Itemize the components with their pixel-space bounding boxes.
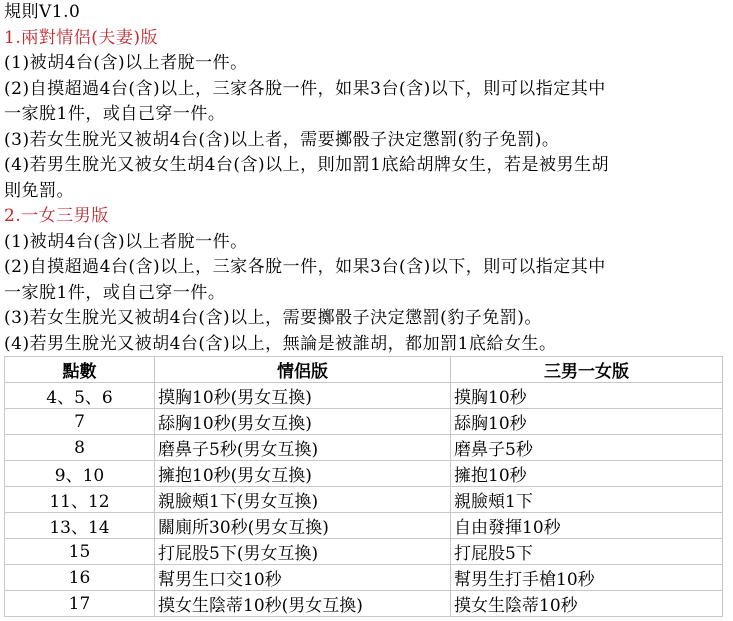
- cell-three-men: 親臉頰1下: [451, 487, 723, 513]
- table-header-row: [5, 357, 723, 383]
- cell-three-men: 舔胸10秒: [451, 409, 723, 435]
- cell-couple: 磨鼻子5秒(男女互換): [155, 435, 451, 461]
- section1-heading: 1.兩對情侶(夫妻)版: [4, 27, 158, 48]
- section2-line: 一家脫1件，或自己穿一件。: [4, 282, 226, 303]
- section2-line: (4)若男生脫光又被胡4台(含)以上，無論是被誰胡，都加罰1底給女生。: [4, 333, 557, 354]
- section1-line: 一家脫1件，或自己穿一件。: [4, 104, 226, 124]
- cell-points: 11、12: [5, 487, 155, 513]
- cell-points: 15: [5, 539, 155, 565]
- table-row: [5, 435, 723, 461]
- penalty-table: [4, 356, 723, 617]
- cell-three-men: 自由發揮10秒: [451, 513, 723, 539]
- table-row: [5, 487, 723, 513]
- section2-line: (1)被胡4台(含)以上者脫一件。: [4, 231, 248, 252]
- cell-couple: 舔胸10秒(男女互換): [155, 409, 451, 435]
- cell-three-men: 摸女生陰蒂10秒: [451, 591, 723, 617]
- table-row: [5, 591, 723, 617]
- cell-couple: 摸胸10秒(男女互換): [155, 383, 451, 409]
- table-row: [5, 565, 723, 591]
- table-row: [5, 539, 723, 565]
- table-row: [5, 409, 723, 435]
- section2-heading: 2.一女三男版: [4, 206, 109, 226]
- cell-couple: 打屁股5下(男女互換): [155, 539, 451, 565]
- cell-three-men: 擁抱10秒: [451, 461, 723, 487]
- cell-couple: 親臉頰1下(男女互換): [155, 487, 451, 513]
- cell-couple: 關廁所30秒(男女互換): [155, 513, 451, 539]
- cell-points: 4、5、6: [5, 383, 155, 409]
- section1-line: (4)若男生脫光又被女生胡4台(含)以上，則加罰1底給胡牌女生，若是被男生胡: [4, 155, 609, 175]
- section2-line: (3)若女生脫光又被胡4台(含)以上，需要擲骰子決定懲罰(豹子免罰)。: [4, 308, 542, 328]
- table-row: [5, 461, 723, 487]
- header-three-men-version: 三男一女版: [451, 357, 723, 383]
- cell-three-men: 摸胸10秒: [451, 383, 723, 409]
- cell-three-men: 幫男生打手槍10秒: [451, 565, 723, 591]
- cell-points: 9、10: [5, 461, 155, 487]
- cell-points: 8: [5, 435, 155, 461]
- table-row: [5, 513, 723, 539]
- cell-points: 16: [5, 565, 155, 591]
- cell-points: 17: [5, 591, 155, 617]
- doc-title: 規則V1.0: [4, 2, 81, 22]
- cell-three-men: 打屁股5下: [451, 539, 723, 565]
- cell-points: 7: [5, 409, 155, 435]
- section1-line: (3)若女生脫光又被胡4台(含)以上者，需要擲骰子決定懲罰(豹子免罰)。: [4, 129, 560, 150]
- section1-line: (2)自摸超過4台(含)以上，三家各脫一件，如果3台(含)以下，則可以指定其中: [4, 78, 606, 99]
- section2-line: (2)自摸超過4台(含)以上，三家各脫一件，如果3台(含)以下，則可以指定其中: [4, 257, 606, 277]
- cell-points: 13、14: [5, 513, 155, 539]
- cell-couple: 擁抱10秒(男女互換): [155, 461, 451, 487]
- table-row: [5, 383, 723, 409]
- section1-line: 則免罰。: [4, 180, 74, 201]
- cell-couple: 幫男生口交10秒: [155, 565, 451, 591]
- cell-couple: 摸女生陰蒂10秒(男女互換): [155, 591, 451, 617]
- header-points: 點數: [5, 357, 155, 383]
- rules-document: [4, 0, 730, 357]
- header-couple-version: 情侶版: [155, 357, 451, 383]
- section1-line: (1)被胡4台(含)以上者脫一件。: [4, 53, 248, 73]
- cell-three-men: 磨鼻子5秒: [451, 435, 723, 461]
